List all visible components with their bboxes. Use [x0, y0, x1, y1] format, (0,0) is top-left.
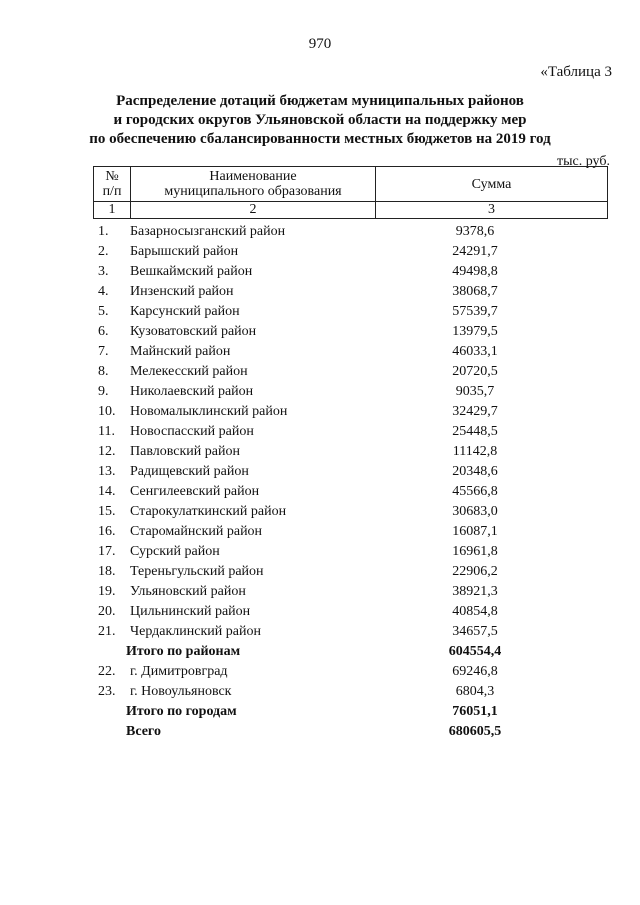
total-row: [0, 722, 640, 742]
municipality-name: Кузоватовский район: [130, 324, 257, 339]
total-row: [0, 702, 640, 722]
row-number: 14.: [98, 484, 116, 499]
amount-value: 40854,8: [452, 604, 498, 619]
amount-value: 76051,1: [452, 704, 498, 719]
municipality-name: Карсунский район: [130, 304, 240, 319]
amount-value: 46033,1: [452, 344, 498, 359]
title-line: по обеспечению сбалансированности местных бюджетов на 2019 год: [89, 131, 551, 147]
table-row: [0, 502, 640, 522]
table-body: [0, 222, 640, 742]
municipality-name: Николаевский район: [130, 384, 254, 399]
table-row: [0, 422, 640, 442]
row-number: 3.: [98, 264, 109, 279]
row-number: 23.: [98, 684, 116, 699]
header-sum-cell: Сумма: [376, 167, 608, 202]
municipality-name: г. Новоульяновск: [130, 684, 232, 699]
table-row: [0, 342, 640, 362]
table-row: [0, 402, 640, 422]
amount-value: 11142,8: [452, 444, 498, 459]
table-row: [0, 562, 640, 582]
table-row: [0, 482, 640, 502]
units-label: тыс. руб.: [557, 154, 610, 169]
municipality-name: Чердаклинский район: [130, 624, 261, 639]
row-number: 8.: [98, 364, 109, 379]
amount-value: 45566,8: [452, 484, 498, 499]
row-number: 13.: [98, 464, 116, 479]
municipality-name: Новоспасский район: [130, 424, 254, 439]
total-row: [0, 642, 640, 662]
municipality-name: Ульяновский район: [130, 584, 246, 599]
table-row: [0, 662, 640, 682]
table-row: [0, 282, 640, 302]
table-row: [0, 222, 640, 242]
municipality-name: Итого по городам: [126, 704, 237, 719]
table-row: [0, 382, 640, 402]
municipality-name: Сурский район: [130, 544, 220, 559]
municipality-name: Новомалыклинский район: [130, 404, 288, 419]
municipality-name: Старомайнский район: [130, 524, 263, 539]
municipality-name: Цильнинский район: [130, 604, 251, 619]
column-index-3: 3: [376, 202, 608, 219]
row-number: 18.: [98, 564, 116, 579]
table-row: [0, 682, 640, 702]
table-row: [0, 462, 640, 482]
amount-value: 49498,8: [452, 264, 498, 279]
header-name-line1: Наименование: [209, 169, 297, 184]
table-reference: «Таблица 3: [540, 64, 612, 80]
row-number: 21.: [98, 624, 116, 639]
amount-value: 16961,8: [452, 544, 498, 559]
row-number: 17.: [98, 544, 116, 559]
municipality-name: Тереньгульский район: [130, 564, 264, 579]
table-row: [0, 582, 640, 602]
table-row: [0, 302, 640, 322]
header-num-symbol: №: [105, 169, 119, 184]
amount-value: 32429,7: [452, 404, 498, 419]
row-number: 4.: [98, 284, 109, 299]
municipality-name: Павловский район: [130, 444, 240, 459]
amount-value: 57539,7: [452, 304, 498, 319]
column-index-2: 2: [131, 202, 376, 219]
municipality-name: г. Димитровград: [130, 664, 228, 679]
amount-value: 34657,5: [452, 624, 498, 639]
table-row: [0, 602, 640, 622]
amount-value: 30683,0: [452, 504, 498, 519]
municipality-name: Итого по районам: [126, 644, 241, 659]
table-row: [0, 622, 640, 642]
table-row: [0, 442, 640, 462]
row-number: 16.: [98, 524, 116, 539]
municipality-name: Базарносызганский район: [130, 224, 286, 239]
amount-value: 25448,5: [452, 424, 498, 439]
row-number: 12.: [98, 444, 116, 459]
row-number: 15.: [98, 504, 116, 519]
amount-value: 16087,1: [452, 524, 498, 539]
amount-value: 9378,6: [455, 224, 495, 239]
table-row: [0, 522, 640, 542]
row-number: 2.: [98, 244, 109, 259]
amount-value: 9035,7: [455, 384, 495, 399]
document-title: [0, 92, 640, 149]
municipality-name: Старокулаткинский район: [130, 504, 287, 519]
row-number: 20.: [98, 604, 116, 619]
row-number: 9.: [98, 384, 109, 399]
table-row: [0, 362, 640, 382]
title-line: Распределение дотаций бюджетам муниципальных районов: [116, 93, 524, 109]
page-number: 970: [308, 36, 332, 52]
municipality-name: Инзенский район: [130, 284, 234, 299]
row-number: 1.: [98, 224, 109, 239]
table-row: [0, 262, 640, 282]
column-index-1: 1: [94, 202, 131, 219]
municipality-name: Мелекесский район: [130, 364, 248, 379]
table-header: [93, 166, 608, 219]
row-number: 19.: [98, 584, 116, 599]
row-number: 5.: [98, 304, 109, 319]
amount-value: 13979,5: [452, 324, 498, 339]
row-number: 11.: [98, 424, 115, 439]
amount-value: 38921,3: [452, 584, 498, 599]
row-number: 7.: [98, 344, 109, 359]
row-number: 6.: [98, 324, 109, 339]
municipality-name: Сенгилеевский район: [130, 484, 260, 499]
municipality-name: Вешкаймский район: [130, 264, 253, 279]
amount-value: 680605,5: [448, 724, 502, 739]
table-row: [0, 542, 640, 562]
amount-value: 22906,2: [452, 564, 498, 579]
amount-value: 20348,6: [452, 464, 498, 479]
amount-value: 24291,7: [452, 244, 498, 259]
municipality-name: Майнский район: [130, 344, 231, 359]
title-line: и городских округов Ульяновской области на поддержку мер: [113, 112, 527, 128]
header-num-cell: [94, 167, 131, 202]
header-name-cell: [131, 167, 376, 202]
row-number: 22.: [98, 664, 116, 679]
table-row: [0, 242, 640, 262]
municipality-name: Барышский район: [130, 244, 239, 259]
table-row: [0, 322, 640, 342]
amount-value: 20720,5: [452, 364, 498, 379]
header-name-line2: муниципального образования: [164, 184, 342, 199]
amount-value: 6804,3: [455, 684, 495, 699]
amount-value: 38068,7: [452, 284, 498, 299]
header-num-abbr: п/п: [102, 184, 122, 199]
amount-value: 604554,4: [448, 644, 502, 659]
municipality-name: Всего: [126, 724, 161, 739]
row-number: 10.: [98, 404, 116, 419]
amount-value: 69246,8: [452, 664, 498, 679]
municipality-name: Радищевский район: [130, 464, 249, 479]
